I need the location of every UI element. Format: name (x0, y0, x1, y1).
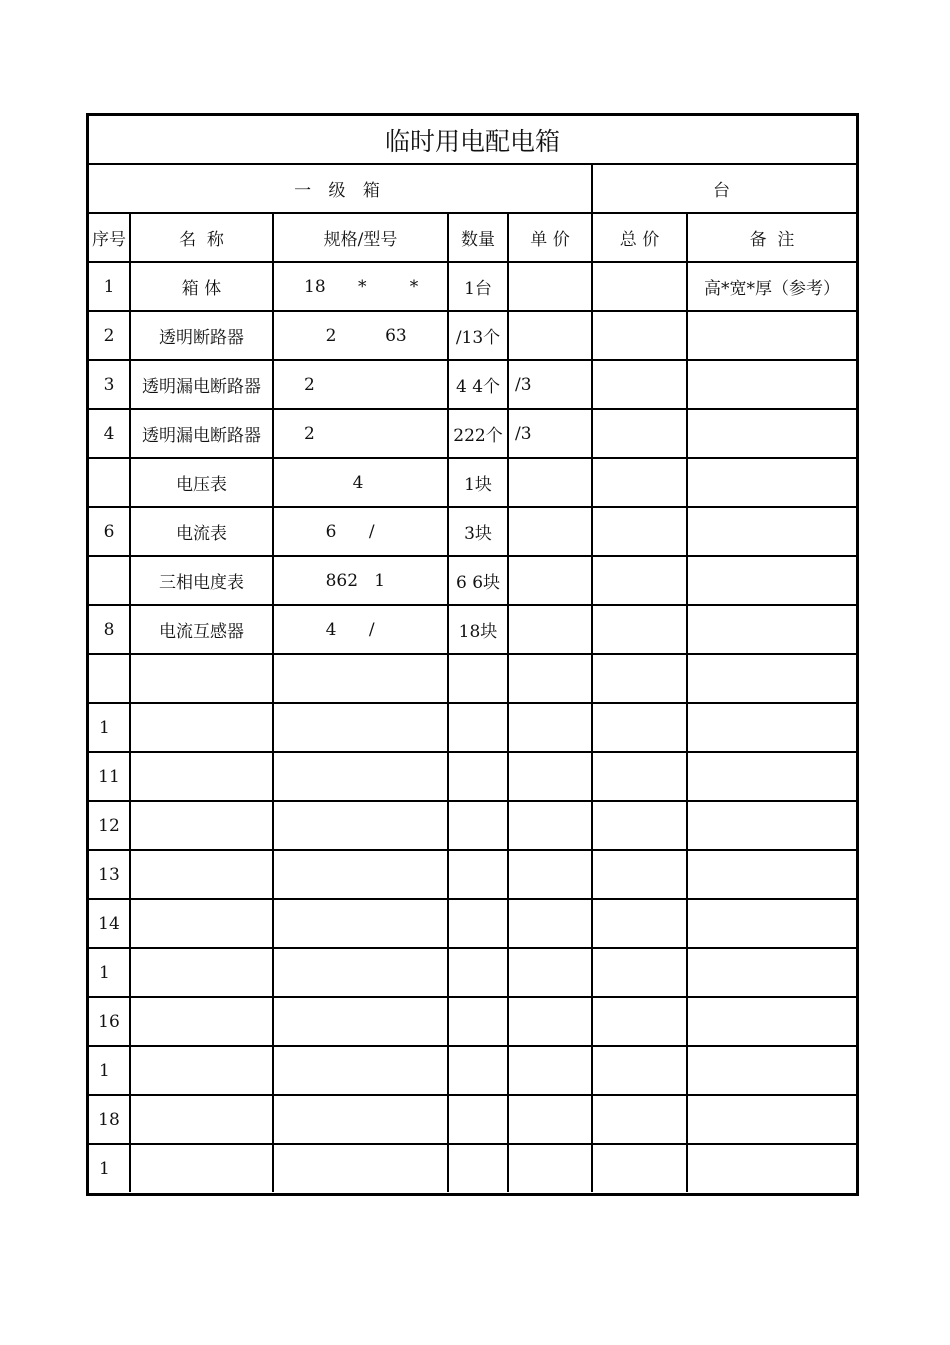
seq-cell: 4 (89, 409, 130, 458)
seq-cell: 1 (89, 262, 130, 311)
spec-cell (273, 1095, 448, 1144)
column-header: 数量 (448, 213, 508, 262)
note-cell (687, 850, 856, 899)
table-row (89, 556, 856, 605)
spec-cell: 4 (273, 458, 448, 507)
spec-cell (273, 1046, 448, 1095)
unit-price-cell (508, 1095, 592, 1144)
qty-cell: 18块 (448, 605, 508, 654)
name-cell: 透明漏电断路器 (130, 360, 273, 409)
name-cell: 三相电度表 (130, 556, 273, 605)
note-cell (687, 1046, 856, 1095)
table-row (89, 507, 856, 556)
unit-price-cell: /3 (508, 409, 592, 458)
unit-label: 台 (592, 164, 856, 213)
spec-cell: 862 1 (273, 556, 448, 605)
unit-price-cell (508, 752, 592, 801)
name-cell: 透明漏电断路器 (130, 409, 273, 458)
seq-cell (89, 556, 130, 605)
name-cell (130, 801, 273, 850)
seq-cell: 1 (89, 703, 130, 752)
note-cell (687, 605, 856, 654)
total-price-cell (592, 850, 687, 899)
table-row (89, 1046, 856, 1095)
total-price-cell (592, 997, 687, 1046)
table-row (89, 1144, 856, 1192)
total-price-cell (592, 360, 687, 409)
qty-cell: 3块 (448, 507, 508, 556)
total-price-cell (592, 899, 687, 948)
seq-cell: 3 (89, 360, 130, 409)
note-cell (687, 948, 856, 997)
name-cell (130, 654, 273, 703)
note-cell (687, 703, 856, 752)
column-header-row (89, 213, 856, 262)
total-price-cell (592, 654, 687, 703)
note-cell (687, 654, 856, 703)
total-price-cell (592, 1046, 687, 1095)
unit-price-cell (508, 654, 592, 703)
qty-cell (448, 654, 508, 703)
seq-cell: 1 (89, 948, 130, 997)
spec-cell (273, 654, 448, 703)
table-row (89, 997, 856, 1046)
total-price-cell (592, 752, 687, 801)
table-row (89, 1095, 856, 1144)
subheader-row (89, 164, 856, 213)
unit-price-cell (508, 1144, 592, 1192)
total-price-cell (592, 458, 687, 507)
unit-price-cell (508, 850, 592, 899)
total-price-cell (592, 556, 687, 605)
unit-price-cell (508, 997, 592, 1046)
name-cell (130, 899, 273, 948)
total-price-cell (592, 1095, 687, 1144)
table-row (89, 654, 856, 703)
spec-cell (273, 899, 448, 948)
qty-cell (448, 948, 508, 997)
unit-price-cell (508, 556, 592, 605)
name-cell (130, 1046, 273, 1095)
table-row (89, 458, 856, 507)
total-price-cell (592, 409, 687, 458)
total-price-cell (592, 1144, 687, 1192)
spec-cell: 4 / (273, 605, 448, 654)
unit-price-cell (508, 458, 592, 507)
total-price-cell (592, 605, 687, 654)
table-row (89, 752, 856, 801)
spec-cell: 2 63 (273, 311, 448, 360)
table-row (89, 360, 856, 409)
table-row (89, 899, 856, 948)
seq-cell: 14 (89, 899, 130, 948)
note-cell (687, 1144, 856, 1192)
qty-cell (448, 752, 508, 801)
box-level-label: 一 级 箱 (89, 164, 592, 213)
spec-cell (273, 1144, 448, 1192)
total-price-cell (592, 262, 687, 311)
note-cell (687, 801, 856, 850)
name-cell (130, 1095, 273, 1144)
note-cell (687, 556, 856, 605)
spec-cell (273, 703, 448, 752)
name-cell (130, 1144, 273, 1192)
name-cell (130, 752, 273, 801)
qty-cell (448, 703, 508, 752)
seq-cell: 16 (89, 997, 130, 1046)
column-header: 备 注 (687, 213, 856, 262)
unit-price-cell (508, 948, 592, 997)
note-cell (687, 409, 856, 458)
column-header: 总 价 (592, 213, 687, 262)
column-header: 规格/型号 (273, 213, 448, 262)
page-title: 临时用电配电箱 (89, 116, 856, 164)
qty-cell: 4 4个 (448, 360, 508, 409)
qty-cell: 1台 (448, 262, 508, 311)
name-cell (130, 703, 273, 752)
spec-cell (273, 752, 448, 801)
qty-cell: 1块 (448, 458, 508, 507)
qty-cell (448, 801, 508, 850)
qty-cell (448, 1046, 508, 1095)
spec-cell (273, 997, 448, 1046)
seq-cell: 1 (89, 1046, 130, 1095)
qty-cell (448, 997, 508, 1046)
unit-price-cell (508, 605, 592, 654)
equipment-table (89, 116, 856, 1192)
unit-price-cell (508, 801, 592, 850)
table-row (89, 850, 856, 899)
name-cell: 电流表 (130, 507, 273, 556)
name-cell: 电压表 (130, 458, 273, 507)
table-row (89, 262, 856, 311)
spec-cell: 2 (273, 409, 448, 458)
name-cell: 电流互感器 (130, 605, 273, 654)
note-cell (687, 1095, 856, 1144)
note-cell: 高*宽*厚（参考） (687, 262, 856, 311)
note-cell (687, 997, 856, 1046)
unit-price-cell (508, 1046, 592, 1095)
table-row (89, 948, 856, 997)
qty-cell (448, 1144, 508, 1192)
qty-cell: 6 6块 (448, 556, 508, 605)
total-price-cell (592, 948, 687, 997)
total-price-cell (592, 507, 687, 556)
unit-price-cell (508, 262, 592, 311)
spec-cell (273, 948, 448, 997)
seq-cell: 13 (89, 850, 130, 899)
qty-cell: 222个 (448, 409, 508, 458)
seq-cell (89, 654, 130, 703)
total-price-cell (592, 311, 687, 360)
qty-cell (448, 899, 508, 948)
spec-cell: 2 (273, 360, 448, 409)
seq-cell: 1 (89, 1144, 130, 1192)
name-cell: 透明断路器 (130, 311, 273, 360)
title-row (89, 116, 856, 164)
table-row (89, 801, 856, 850)
spec-cell: 6 / (273, 507, 448, 556)
seq-cell: 12 (89, 801, 130, 850)
seq-cell: 6 (89, 507, 130, 556)
seq-cell: 8 (89, 605, 130, 654)
seq-cell: 2 (89, 311, 130, 360)
seq-cell (89, 458, 130, 507)
distribution-box-sheet (86, 113, 859, 1196)
name-cell (130, 948, 273, 997)
unit-price-cell (508, 311, 592, 360)
unit-price-cell: /3 (508, 360, 592, 409)
qty-cell: /13个 (448, 311, 508, 360)
note-cell (687, 311, 856, 360)
seq-cell: 18 (89, 1095, 130, 1144)
spec-cell (273, 850, 448, 899)
unit-price-cell (508, 899, 592, 948)
note-cell (687, 360, 856, 409)
column-header: 名 称 (130, 213, 273, 262)
note-cell (687, 899, 856, 948)
table-row (89, 703, 856, 752)
total-price-cell (592, 703, 687, 752)
spec-cell (273, 801, 448, 850)
table-row (89, 311, 856, 360)
unit-price-cell (508, 703, 592, 752)
qty-cell (448, 1095, 508, 1144)
note-cell (687, 458, 856, 507)
unit-price-cell (508, 507, 592, 556)
note-cell (687, 507, 856, 556)
column-header: 序号 (89, 213, 130, 262)
spec-cell: 18 * * (273, 262, 448, 311)
table-row (89, 605, 856, 654)
table-row (89, 409, 856, 458)
name-cell (130, 997, 273, 1046)
column-header: 单 价 (508, 213, 592, 262)
total-price-cell (592, 801, 687, 850)
name-cell: 箱 体 (130, 262, 273, 311)
qty-cell (448, 850, 508, 899)
note-cell (687, 752, 856, 801)
name-cell (130, 850, 273, 899)
seq-cell: 11 (89, 752, 130, 801)
